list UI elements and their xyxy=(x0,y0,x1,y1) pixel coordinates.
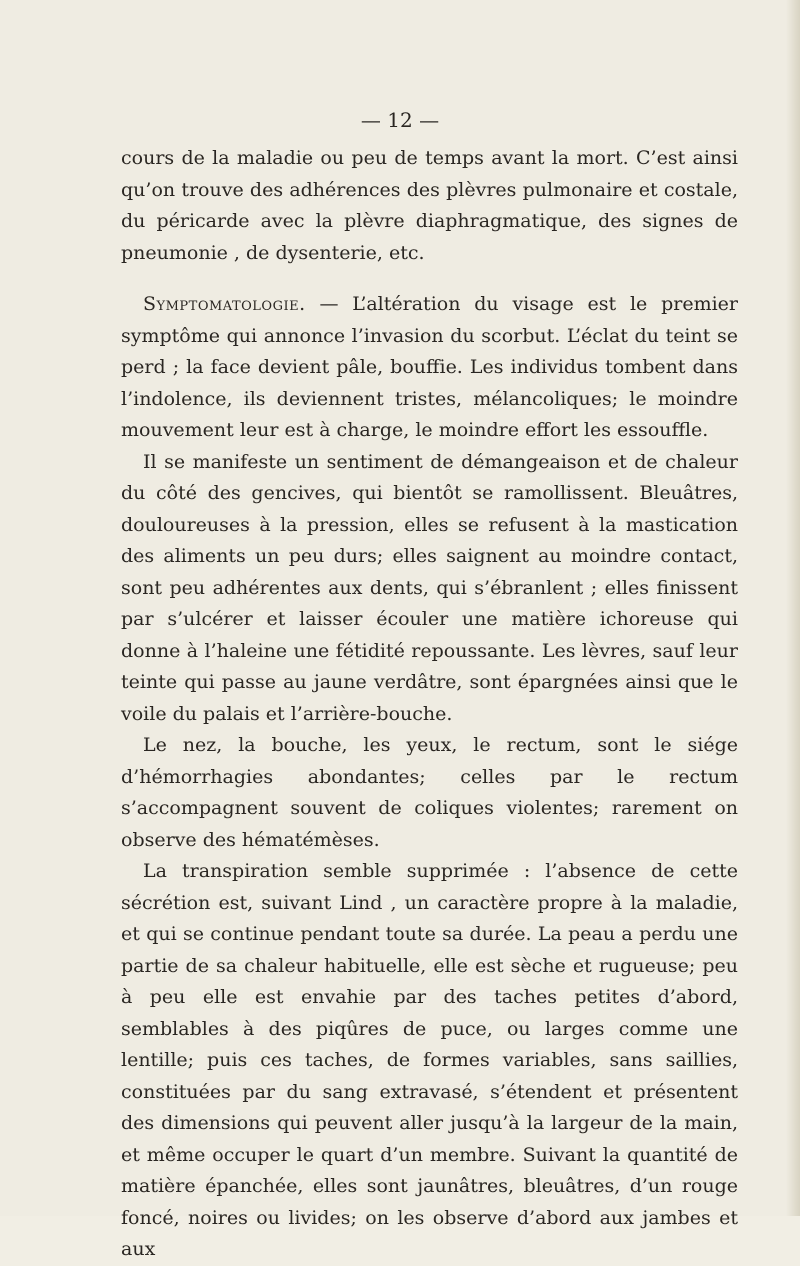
page-edge xyxy=(786,0,800,1216)
paragraph xyxy=(121,856,738,1266)
paragraph xyxy=(121,730,738,856)
paragraph-text: La transpiration semble supprimée : l’absence de cette sécrétion est, suivant Lind , un caractère propre à la maladie, et qui se continue pendant toute sa durée. La peau a perdu une partie de sa chaleur habituelle, elle est sèche et rugueuse; peu à peu elle est envahie par des taches petites d’abord, semblables à des piqûres de puce, ou larges comme une lentille; puis ces taches, de formes variables, sans saillies, constituées par du sang extravasé, s’étendent et présentent des dimensions qui peuvent aller jusqu’à la largeur de la main, et même occuper le quart d’un membre. Suivant la quantité de matière épanchée, elles sont jaunâtres, bleuâtres, d’un rouge foncé, noires ou livides; on les observe d’abord aux jambes et aux xyxy=(121,860,738,1260)
body-text xyxy=(121,143,738,1266)
paragraph-text: — L’altération du visage est le premier symptôme qui annonce l’invasion du scorbut. L’éclat du teint se perd ; la face devient pâle, bouffie. Les individus tombent dans l’indolence, ils deviennent tristes, mélancoliques; le moindre mouvement leur est à charge, le moindre effort les essouffle. xyxy=(121,293,738,441)
paragraph-text: cours de la maladie ou peu de temps avant la mort. C’est ainsi qu’on trouve des adhérences des plèvres pulmonaire et costale, du péricarde avec la plèvre diaphragmatique, des signes de pneumonie , de dysenterie, etc. xyxy=(121,147,738,264)
paragraph-text: Il se manifeste un sentiment de démangeaison et de chaleur du côté des gencives, qui bientôt se ramollissent. Bleuâtres, douloureuses à la pression, elles se refusent à la mastication des aliments un peu durs; elles saignent au moindre contact, sont peu adhérentes aux dents, qui s’ébranlent ; elles finissent par s’ulcérer et laisser écouler une matière ichoreuse qui donne à l’haleine une fétidité repoussante. Les lèvres, sauf leur teinte qui passe au jaune verdâtre, sont épargnées ainsi que le voile du palais et l’arrière-bouche. xyxy=(121,450,738,725)
page-number: — 12 — xyxy=(360,108,440,132)
section-heading: Symptomatologie. xyxy=(143,293,306,315)
paragraph-text: Le nez, la bouche, les yeux, le rectum, sont le siége d’hémorrhagies abondantes; celles par le rectum s’accompagnent souvent de coliques violentes; rarement on observe des hématémèses. xyxy=(121,734,738,851)
paragraph xyxy=(121,143,738,269)
paragraph xyxy=(121,447,738,731)
paragraph xyxy=(121,289,738,447)
